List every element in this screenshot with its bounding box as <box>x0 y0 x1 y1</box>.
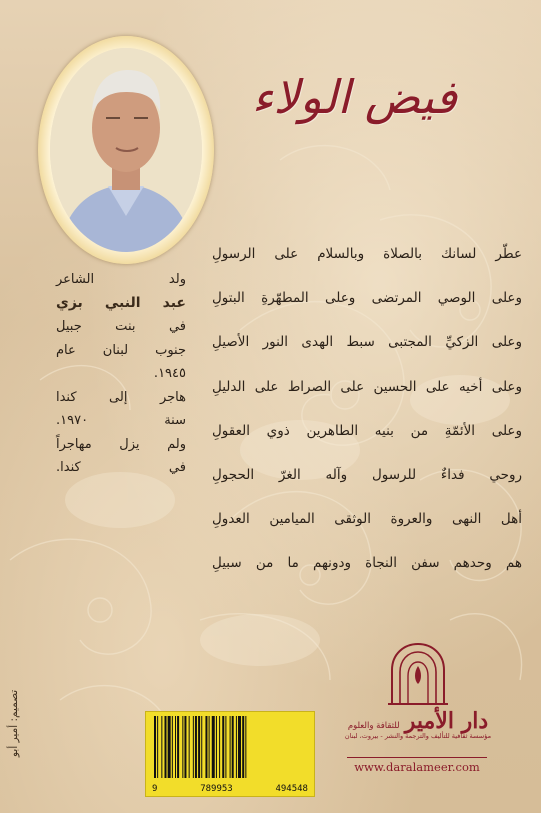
poem-line: أهل النهى والعروة الوثقى الميامين العدولِ <box>212 511 522 528</box>
barcode-bar <box>216 716 217 778</box>
barcode-bar <box>182 716 183 778</box>
barcode-bar <box>195 716 197 778</box>
barcode-digits <box>146 784 314 794</box>
book-title: فيض الولاء <box>251 70 457 124</box>
publisher-name-block <box>338 708 498 740</box>
barcode-bar <box>205 716 207 778</box>
poem-line: وعلى الوصي المرتضى وعلى المطهّرةِ البتولِ <box>212 290 522 307</box>
bio-line: سنة ١٩٧٠. <box>56 413 186 428</box>
barcode-digit-group: 789953 <box>200 784 233 794</box>
barcode-bar <box>165 716 167 778</box>
barcode-bar <box>232 716 234 778</box>
poem-text <box>212 244 522 598</box>
isbn-barcode <box>145 711 315 797</box>
barcode-bar <box>189 716 190 778</box>
poem-line: وعلى أخيه على الحسين على الصراط على الدليلِ <box>212 378 522 395</box>
bio-line: في كندا. <box>56 460 186 475</box>
barcode-bar <box>238 716 241 778</box>
publisher-website: www.daralameer.com <box>347 757 487 774</box>
barcode-digit-group: 494548 <box>275 784 308 794</box>
publisher-logo-icon <box>388 640 448 706</box>
bio-intro: ولد الشاعر <box>56 272 186 287</box>
publisher-name: دار الأمير <box>404 708 489 734</box>
barcode-bar <box>230 716 231 778</box>
poem-line: روحي فداءٌ للرسول وآله الغرّ الحجولِ <box>212 466 522 483</box>
barcode-bar <box>161 716 162 778</box>
barcode-bar <box>177 716 179 778</box>
barcode-bar <box>219 716 220 778</box>
publisher-block <box>338 640 498 770</box>
bio-line: ولم يزل مهاجراً <box>56 436 186 452</box>
barcode-bar <box>225 716 226 778</box>
poem-line: وعلى الأئمّةِ من بنيه الطاهرين ذوي العقولِ <box>212 422 522 439</box>
barcode-bar <box>193 716 194 778</box>
barcode-bar <box>175 716 176 778</box>
design-credit: تصميم: أمير أبو <box>8 690 20 758</box>
bio-line: في بنت جبيل <box>56 319 186 334</box>
barcode-bar <box>168 716 171 778</box>
poem-line: وعلى الزكيِّ المجتبى سبط الهدى النور الأصيلِ <box>212 334 522 351</box>
barcode-bar <box>222 716 224 778</box>
barcode-bar <box>242 716 244 778</box>
barcode-bars <box>152 716 308 778</box>
barcode-bar <box>198 716 200 778</box>
barcode-bar <box>172 716 173 778</box>
barcode-bar <box>212 716 215 778</box>
poem-line: هم وحدهم سفن النجاة ودونهم ما من سبيلِ <box>212 555 522 572</box>
barcode-bar <box>157 716 158 778</box>
barcode-bar <box>154 716 156 778</box>
barcode-digit-group: 9 <box>152 784 158 794</box>
bio-line: ١٩٤٥. <box>153 366 186 381</box>
barcode-bar <box>236 716 237 778</box>
barcode-bar <box>245 716 246 778</box>
poem-line: عطّر لسانك بالصلاة وبالسلام على الرسولِ <box>212 246 522 262</box>
barcode-bar <box>201 716 202 778</box>
publisher-tagline: للثقافة والعلوم <box>347 721 400 731</box>
author-bio <box>56 268 186 480</box>
publisher-subline: مؤسسة ثقافية للتأليف والترجمة والنشر - بيروت، لبنان <box>344 732 492 740</box>
bio-line: هاجر إلى كندا <box>56 389 186 405</box>
barcode-bar <box>184 716 186 778</box>
author-name: عبد النبي بزي <box>56 294 186 311</box>
bio-line: جنوب لبنان عام <box>56 342 186 358</box>
author-portrait <box>50 48 202 252</box>
barcode-bar <box>209 716 210 778</box>
